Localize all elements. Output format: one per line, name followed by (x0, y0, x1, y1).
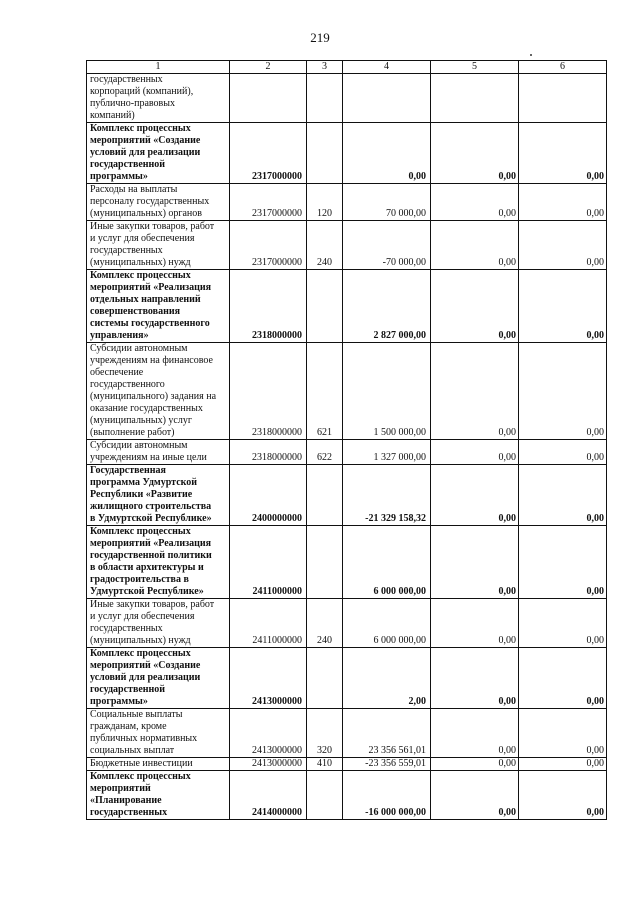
table-row (87, 221, 607, 270)
table-row (87, 771, 607, 820)
row-name: Субсидии автономным учреждениям на финансовое обеспечение государственного (муниципального) задания на оказание государственных (муниципальных) услуг (выполнение работ) (87, 343, 230, 440)
row-expense-type (307, 465, 343, 526)
row-amount-3: 0,00 (519, 758, 607, 771)
table-row (87, 599, 607, 648)
row-amount: 6 000 000,00 (343, 526, 431, 599)
row-expense-type: 240 (307, 599, 343, 648)
column-header-5: 5 (431, 61, 519, 74)
row-target-code: 2411000000 (230, 526, 307, 599)
table-row (87, 74, 607, 123)
row-name: Комплекс процессных мероприятий «Создание условий для реализации государственной программы» (87, 123, 230, 184)
row-amount-2: 0,00 (431, 709, 519, 758)
row-amount: 2 827 000,00 (343, 270, 431, 343)
table-header (87, 61, 607, 74)
row-amount-2: 0,00 (431, 648, 519, 709)
row-amount-2: 0,00 (431, 123, 519, 184)
header-row (87, 61, 607, 74)
row-expense-type (307, 648, 343, 709)
row-amount: 23 356 561,01 (343, 709, 431, 758)
row-name: Иные закупки товаров, работ и услуг для обеспечения государственных (муниципальных) нужд (87, 221, 230, 270)
row-amount-3: 0,00 (519, 221, 607, 270)
row-amount-3: 0,00 (519, 771, 607, 820)
row-name: Бюджетные инвестиции (87, 758, 230, 771)
row-amount-3: 0,00 (519, 123, 607, 184)
row-amount-2: 0,00 (431, 184, 519, 221)
row-amount-3: 0,00 (519, 343, 607, 440)
table-body (87, 74, 607, 820)
table-row (87, 709, 607, 758)
column-header-2: 2 (230, 61, 307, 74)
table-row (87, 123, 607, 184)
row-expense-type (307, 771, 343, 820)
row-amount-2 (431, 74, 519, 123)
row-amount: 70 000,00 (343, 184, 431, 221)
row-expense-type (307, 526, 343, 599)
row-target-code: 2413000000 (230, 758, 307, 771)
table-row (87, 526, 607, 599)
row-amount-2: 0,00 (431, 526, 519, 599)
row-name: Комплекс процессных мероприятий «Планирование государственных (87, 771, 230, 820)
row-target-code: 2317000000 (230, 221, 307, 270)
row-target-code: 2318000000 (230, 270, 307, 343)
row-amount: -70 000,00 (343, 221, 431, 270)
row-expense-type: 240 (307, 221, 343, 270)
row-expense-type: 410 (307, 758, 343, 771)
table-row (87, 343, 607, 440)
column-header-6: 6 (519, 61, 607, 74)
row-amount-3: 0,00 (519, 709, 607, 758)
row-target-code: 2400000000 (230, 465, 307, 526)
row-target-code: 2411000000 (230, 599, 307, 648)
row-amount: 6 000 000,00 (343, 599, 431, 648)
column-header-3: 3 (307, 61, 343, 74)
row-name: Иные закупки товаров, работ и услуг для обеспечения государственных (муниципальных) нужд (87, 599, 230, 648)
row-amount: 0,00 (343, 123, 431, 184)
row-target-code: 2318000000 (230, 343, 307, 440)
budget-table (86, 60, 607, 820)
row-expense-type (307, 74, 343, 123)
row-name: Комплекс процессных мероприятий «Реализация государственной политики в области архитектуры и градостроительства в Удмуртской Республике» (87, 526, 230, 599)
row-name: Государственная программа Удмуртской Республики «Развитие жилищного строительства в Удмуртской Республике» (87, 465, 230, 526)
table-row (87, 184, 607, 221)
row-amount-3: 0,00 (519, 648, 607, 709)
row-name: Комплекс процессных мероприятий «Создание условий для реализации государственной программы» (87, 648, 230, 709)
row-expense-type: 320 (307, 709, 343, 758)
row-amount (343, 74, 431, 123)
row-name: Социальные выплаты гражданам, кроме публичных нормативных социальных выплат (87, 709, 230, 758)
table-row (87, 440, 607, 465)
scan-speck (530, 54, 532, 56)
row-amount-2: 0,00 (431, 440, 519, 465)
row-amount-3: 0,00 (519, 465, 607, 526)
row-expense-type: 120 (307, 184, 343, 221)
row-target-code: 2317000000 (230, 123, 307, 184)
table-row (87, 648, 607, 709)
row-amount-2: 0,00 (431, 221, 519, 270)
row-expense-type: 621 (307, 343, 343, 440)
row-amount-2: 0,00 (431, 270, 519, 343)
row-target-code (230, 74, 307, 123)
row-amount-2: 0,00 (431, 758, 519, 771)
row-amount-3: 0,00 (519, 270, 607, 343)
row-name: Субсидии автономным учреждениям на иные цели (87, 440, 230, 465)
row-expense-type: 622 (307, 440, 343, 465)
row-target-code: 2413000000 (230, 648, 307, 709)
row-expense-type (307, 270, 343, 343)
row-target-code: 2414000000 (230, 771, 307, 820)
table-row (87, 465, 607, 526)
row-amount-3: 0,00 (519, 526, 607, 599)
table-row (87, 758, 607, 771)
row-name: государственных корпораций (компаний), публично-правовых компаний) (87, 74, 230, 123)
row-expense-type (307, 123, 343, 184)
table-row (87, 270, 607, 343)
row-amount: -23 356 559,01 (343, 758, 431, 771)
column-header-4: 4 (343, 61, 431, 74)
row-name: Комплекс процессных мероприятий «Реализация отдельных направлений совершенствования системы государственного управления» (87, 270, 230, 343)
row-amount-2: 0,00 (431, 465, 519, 526)
row-target-code: 2413000000 (230, 709, 307, 758)
row-name: Расходы на выплаты персоналу государственных (муниципальных) органов (87, 184, 230, 221)
row-amount-2: 0,00 (431, 771, 519, 820)
page-number: 219 (310, 30, 330, 45)
row-target-code: 2317000000 (230, 184, 307, 221)
row-amount: -21 329 158,32 (343, 465, 431, 526)
row-amount: -16 000 000,00 (343, 771, 431, 820)
row-amount-2: 0,00 (431, 599, 519, 648)
row-amount-3: 0,00 (519, 599, 607, 648)
row-amount: 2,00 (343, 648, 431, 709)
row-amount-3: 0,00 (519, 440, 607, 465)
row-amount: 1 327 000,00 (343, 440, 431, 465)
row-amount-3 (519, 74, 607, 123)
row-amount-3: 0,00 (519, 184, 607, 221)
column-header-1: 1 (87, 61, 230, 74)
row-amount: 1 500 000,00 (343, 343, 431, 440)
row-amount-2: 0,00 (431, 343, 519, 440)
row-target-code: 2318000000 (230, 440, 307, 465)
